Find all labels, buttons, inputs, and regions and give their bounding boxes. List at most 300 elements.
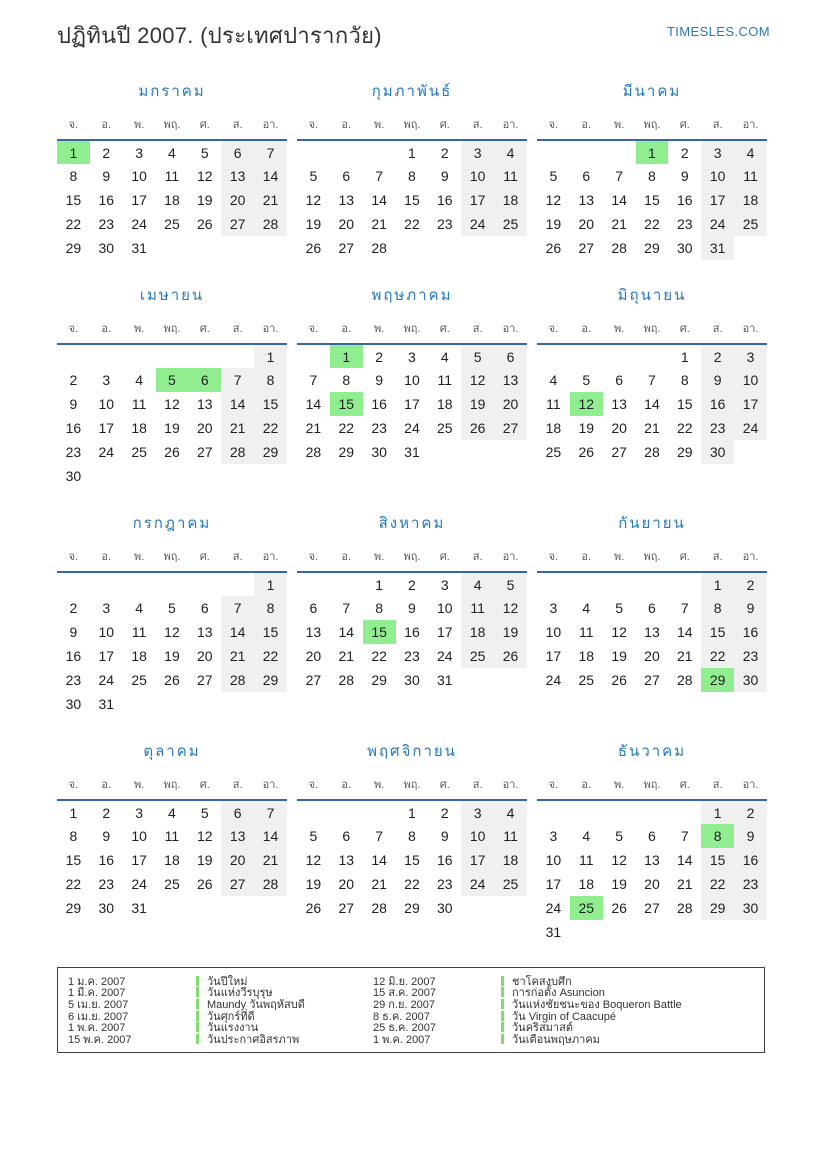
day-cell: 21: [677, 876, 693, 892]
day-cell: 23: [371, 420, 387, 436]
weekday-header: พฤ.: [643, 551, 661, 563]
day-cell: 1: [330, 344, 363, 368]
weekday-header: พฤ.: [403, 551, 421, 563]
day-cell: 20: [644, 648, 660, 664]
empty-cell: [428, 440, 461, 464]
day-cell: 2: [701, 344, 734, 368]
weekday-header: ศ.: [679, 779, 690, 791]
empty-cell: [156, 236, 189, 260]
weekday-header: อ.: [581, 551, 592, 563]
day-cell: 9: [701, 368, 734, 392]
legend-date: 15 พ.ค. 2007: [68, 1033, 132, 1046]
legend-date: 8 ธ.ค. 2007: [373, 1010, 430, 1023]
month-title: ธันวาคม: [617, 743, 687, 760]
empty-cell: [297, 344, 330, 368]
day-cell: 25: [131, 672, 147, 688]
day-cell: 24: [701, 212, 734, 236]
day-cell: 15: [330, 392, 363, 416]
day-cell: 28: [221, 668, 254, 692]
legend-label: วันคริสมาสต์: [512, 1022, 573, 1035]
day-cell: 17: [131, 192, 147, 208]
day-cell: 30: [65, 696, 82, 712]
day-cell: 31: [701, 236, 734, 260]
day-cell: 25: [734, 212, 767, 236]
day-cell: 27: [338, 240, 355, 256]
empty-cell: [123, 464, 156, 488]
empty-cell: [221, 896, 254, 920]
weekday-header: ส.: [232, 551, 243, 563]
day-cell: 5: [615, 828, 623, 844]
weekday-header: อ.: [101, 119, 112, 131]
day-cell: 18: [164, 192, 180, 208]
day-cell: 29: [677, 444, 693, 460]
holiday-tick-icon: [196, 976, 199, 986]
day-cell: 23: [404, 648, 420, 664]
day-cell: 16: [98, 852, 115, 868]
day-cell: 9: [680, 168, 689, 184]
weekday-header: พฤ.: [163, 119, 181, 131]
day-cell: 27: [338, 900, 355, 916]
weekday-header: ศ.: [199, 323, 210, 335]
weekday-header: อ.: [341, 551, 352, 563]
day-cell: 5: [168, 600, 176, 616]
month-table: [57, 771, 287, 920]
day-cell: 20: [197, 648, 213, 664]
empty-cell: [254, 896, 287, 920]
day-cell: 29: [644, 240, 660, 256]
day-cell: 19: [461, 392, 494, 416]
day-cell: 6: [221, 800, 254, 824]
empty-cell: [156, 572, 189, 596]
day-cell: 8: [375, 600, 383, 616]
weekday-header: อ.: [341, 323, 352, 335]
holiday-tick-icon: [196, 1022, 199, 1032]
empty-cell: [188, 344, 221, 368]
site-link[interactable]: TIMESLES.COM: [666, 24, 770, 39]
day-cell: 14: [254, 824, 287, 848]
empty-cell: [603, 920, 636, 944]
day-cell: 3: [135, 804, 143, 821]
empty-cell: [156, 896, 189, 920]
day-cell: 13: [494, 368, 527, 392]
day-cell: 27: [611, 444, 627, 460]
weekday-header: จ.: [308, 779, 319, 791]
weekday-header: อา.: [742, 779, 759, 791]
day-cell: 3: [549, 828, 558, 844]
empty-cell: [90, 344, 123, 368]
day-cell: 10: [437, 600, 453, 616]
legend-entry: [68, 1033, 363, 1045]
weekday-header: อ.: [101, 323, 112, 335]
weekday-header: อา.: [742, 551, 759, 563]
month-table: [57, 543, 287, 716]
holiday-tick-icon: [501, 1034, 504, 1044]
day-cell: 26: [494, 644, 527, 668]
day-cell: 25: [494, 872, 527, 896]
day-cell: 12: [305, 192, 322, 208]
empty-cell: [254, 236, 287, 260]
day-cell: 15: [65, 852, 82, 868]
day-cell: 3: [408, 348, 416, 365]
day-cell: 26: [611, 900, 627, 916]
day-cell: 22: [644, 216, 660, 232]
day-cell: 2: [680, 144, 689, 161]
day-cell: 13: [197, 624, 213, 640]
holiday-tick-icon: [501, 987, 504, 997]
empty-cell: [537, 140, 570, 164]
day-cell: 9: [734, 596, 767, 620]
day-cell: 28: [677, 672, 693, 688]
weekday-header: ส.: [712, 323, 723, 335]
weekday-header: ศ.: [439, 551, 450, 563]
month-calendar: [297, 511, 527, 692]
day-cell: 12: [494, 596, 527, 620]
weekday-header: ส.: [712, 119, 723, 131]
day-cell: 28: [254, 872, 287, 896]
legend-label: วันศุกร์ที่ดี: [207, 1010, 255, 1023]
day-cell: 24: [98, 444, 115, 460]
empty-cell: [297, 572, 330, 596]
day-cell: 9: [440, 168, 449, 184]
day-cell: 21: [221, 416, 254, 440]
weekday-header: อ.: [581, 779, 592, 791]
day-cell: 7: [221, 596, 254, 620]
month-table: [537, 771, 767, 944]
holiday-tick-icon: [501, 1022, 504, 1032]
day-cell: 4: [549, 372, 558, 388]
empty-cell: [188, 464, 221, 488]
day-cell: 4: [135, 372, 143, 388]
month-calendar: [537, 511, 767, 692]
day-cell: 26: [305, 240, 322, 256]
month-title: พฤษภาคม: [371, 287, 453, 304]
weekday-header: อา.: [262, 323, 279, 335]
day-cell: 31: [131, 900, 147, 916]
empty-cell: [494, 236, 527, 260]
day-cell: 12: [305, 852, 322, 868]
month-title: กรกฎาคม: [132, 515, 212, 532]
holiday-tick-icon: [196, 1011, 199, 1021]
day-cell: 29: [254, 668, 287, 692]
weekday-header: ส.: [232, 119, 243, 131]
empty-cell: [123, 692, 156, 716]
day-cell: 6: [648, 600, 656, 616]
page-title: ปฏิทินปี 2007. (ประเทศปารากวัย): [57, 23, 382, 48]
day-cell: 26: [461, 416, 494, 440]
empty-cell: [330, 800, 363, 824]
empty-cell: [156, 344, 189, 368]
day-cell: 18: [437, 396, 453, 412]
empty-cell: [90, 464, 123, 488]
day-cell: 2: [734, 572, 767, 596]
day-cell: 27: [197, 444, 213, 460]
weekday-header: พ.: [613, 119, 625, 131]
empty-cell: [570, 344, 603, 368]
empty-cell: [734, 236, 767, 260]
empty-cell: [537, 572, 570, 596]
day-cell: 18: [734, 188, 767, 212]
weekday-header: พ.: [373, 551, 385, 563]
day-cell: 31: [545, 924, 562, 940]
day-cell: 21: [611, 216, 627, 232]
holiday-tick-icon: [196, 1034, 199, 1044]
day-cell: 3: [440, 576, 449, 593]
day-cell: 28: [644, 444, 660, 460]
day-cell: 17: [701, 188, 734, 212]
day-cell: 19: [197, 192, 213, 208]
day-cell: 28: [371, 900, 387, 916]
day-cell: 30: [371, 444, 387, 460]
holiday-tick-icon: [501, 1011, 504, 1021]
weekday-header: ศ.: [679, 323, 690, 335]
day-cell: 15: [404, 852, 420, 868]
day-cell: 30: [437, 900, 453, 916]
weekday-header: พ.: [133, 119, 145, 131]
day-cell: 21: [371, 216, 387, 232]
day-cell: 21: [305, 420, 322, 436]
day-cell: 30: [734, 668, 767, 692]
day-cell: 27: [305, 672, 322, 688]
day-cell: 2: [734, 800, 767, 824]
day-cell: 19: [545, 216, 562, 232]
day-cell: 11: [131, 396, 147, 412]
day-cell: 22: [65, 216, 82, 232]
day-cell: 31: [131, 240, 147, 256]
day-cell: 7: [254, 800, 287, 824]
month-table: [57, 315, 287, 488]
empty-cell: [330, 140, 363, 164]
weekday-header: พฤ.: [163, 551, 181, 563]
weekday-header: พ.: [373, 119, 385, 131]
day-cell: 7: [680, 828, 689, 844]
day-cell: 17: [131, 852, 147, 868]
day-cell: 3: [734, 344, 767, 368]
day-cell: 30: [65, 468, 82, 484]
day-cell: 20: [221, 188, 254, 212]
day-cell: 19: [197, 852, 213, 868]
day-cell: 14: [221, 620, 254, 644]
weekday-header: พ.: [613, 323, 625, 335]
day-cell: 1: [254, 572, 287, 596]
day-cell: 25: [570, 896, 603, 920]
day-cell: 28: [611, 240, 627, 256]
empty-cell: [90, 572, 123, 596]
day-cell: 31: [404, 444, 420, 460]
month-table: [297, 315, 527, 464]
day-cell: 21: [254, 848, 287, 872]
weekday-header: พฤ.: [403, 779, 421, 791]
day-cell: 21: [221, 644, 254, 668]
day-cell: 8: [408, 168, 416, 184]
day-cell: 12: [570, 392, 603, 416]
weekday-header: ส.: [472, 323, 483, 335]
day-cell: 28: [254, 212, 287, 236]
day-cell: 23: [437, 876, 453, 892]
day-cell: 15: [701, 848, 734, 872]
day-cell: 24: [545, 672, 562, 688]
month-title: เมษายน: [139, 287, 205, 304]
day-cell: 8: [254, 368, 287, 392]
day-cell: 20: [197, 420, 213, 436]
empty-cell: [461, 440, 494, 464]
page-header: [57, 18, 770, 53]
empty-cell: [636, 344, 669, 368]
day-cell: 2: [102, 804, 111, 821]
day-cell: 30: [98, 900, 115, 916]
empty-cell: [461, 668, 494, 692]
day-cell: 13: [197, 396, 213, 412]
day-cell: 25: [578, 672, 595, 688]
legend-label: วันแรงงาน: [207, 1022, 259, 1035]
day-cell: 5: [582, 372, 591, 388]
day-cell: 2: [69, 372, 78, 388]
day-cell: 29: [338, 444, 355, 460]
empty-cell: [734, 920, 767, 944]
day-cell: 10: [98, 396, 115, 412]
day-cell: 3: [549, 600, 558, 616]
weekday-header: ส.: [472, 551, 483, 563]
day-cell: 22: [404, 216, 420, 232]
day-cell: 3: [102, 600, 111, 616]
day-cell: 10: [98, 624, 115, 640]
day-cell: 22: [338, 420, 355, 436]
day-cell: 6: [648, 828, 656, 844]
weekday-header: อา.: [502, 119, 519, 131]
empty-cell: [188, 572, 221, 596]
month-calendar: [57, 283, 287, 488]
day-cell: 13: [644, 852, 660, 868]
day-cell: 9: [375, 372, 383, 388]
empty-cell: [701, 920, 734, 944]
day-cell: 17: [461, 848, 494, 872]
day-cell: 1: [254, 344, 287, 368]
day-cell: 10: [545, 852, 562, 868]
day-cell: 26: [611, 672, 627, 688]
day-cell: 26: [197, 876, 213, 892]
weekday-header: พ.: [133, 323, 145, 335]
months-grid: [57, 79, 770, 944]
day-cell: 29: [404, 900, 420, 916]
day-cell: 19: [164, 420, 180, 436]
day-cell: 29: [371, 672, 387, 688]
day-cell: 19: [305, 876, 322, 892]
day-cell: 10: [734, 368, 767, 392]
day-cell: 25: [164, 216, 180, 232]
day-cell: 24: [437, 648, 453, 664]
day-cell: 25: [164, 876, 180, 892]
day-cell: 22: [65, 876, 82, 892]
day-cell: 15: [701, 620, 734, 644]
holiday-tick-icon: [501, 976, 504, 986]
day-cell: 3: [102, 372, 111, 388]
day-cell: 5: [615, 600, 623, 616]
weekday-header: ส.: [472, 119, 483, 131]
day-cell: 22: [404, 876, 420, 892]
day-cell: 6: [494, 344, 527, 368]
day-cell: 6: [221, 140, 254, 164]
day-cell: 23: [677, 216, 693, 232]
weekday-header: จ.: [548, 551, 559, 563]
legend-date: 1 ม.ค. 2007: [68, 975, 126, 988]
day-cell: 16: [734, 620, 767, 644]
day-cell: 1: [701, 800, 734, 824]
day-cell: 13: [578, 192, 595, 208]
empty-cell: [734, 440, 767, 464]
weekday-header: ศ.: [439, 119, 450, 131]
weekday-header: จ.: [308, 551, 319, 563]
legend-label: วันแห่งชัยชนะของ Boqueron Battle: [512, 998, 682, 1011]
weekday-header: อ.: [101, 779, 112, 791]
day-cell: 27: [221, 872, 254, 896]
day-cell: 16: [701, 392, 734, 416]
day-cell: 4: [168, 144, 176, 161]
legend-date: 12 มิ.ย. 2007: [373, 975, 436, 988]
day-cell: 5: [200, 144, 209, 161]
day-cell: 25: [461, 644, 494, 668]
day-cell: 26: [164, 672, 180, 688]
weekday-header: จ.: [68, 779, 79, 791]
day-cell: 18: [131, 420, 147, 436]
month-title: กุมภาพันธ์: [371, 83, 453, 100]
empty-cell: [636, 800, 669, 824]
day-cell: 15: [254, 392, 287, 416]
day-cell: 16: [437, 192, 453, 208]
weekday-header: อ.: [581, 119, 592, 131]
empty-cell: [221, 344, 254, 368]
day-cell: 15: [404, 192, 420, 208]
empty-cell: [668, 800, 701, 824]
empty-cell: [603, 572, 636, 596]
day-cell: 28: [221, 440, 254, 464]
day-cell: 31: [437, 672, 453, 688]
day-cell: 8: [680, 372, 689, 388]
day-cell: 22: [677, 420, 693, 436]
day-cell: 5: [309, 168, 318, 184]
day-cell: 15: [644, 192, 660, 208]
day-cell: 9: [69, 624, 78, 640]
day-cell: 25: [545, 444, 562, 460]
day-cell: 28: [371, 240, 387, 256]
weekday-header: จ.: [548, 779, 559, 791]
day-cell: 7: [375, 828, 383, 844]
day-cell: 27: [197, 672, 213, 688]
day-cell: 14: [221, 392, 254, 416]
day-cell: 7: [309, 372, 318, 388]
day-cell: 21: [644, 420, 660, 436]
day-cell: 9: [408, 600, 416, 616]
weekday-header: อา.: [742, 119, 759, 131]
day-cell: 6: [582, 168, 591, 184]
day-cell: 4: [582, 600, 591, 616]
day-cell: 23: [65, 672, 82, 688]
empty-cell: [188, 236, 221, 260]
legend-column: [68, 975, 363, 1045]
month-table: [297, 111, 527, 260]
day-cell: 29: [65, 900, 82, 916]
empty-cell: [363, 140, 396, 164]
empty-cell: [297, 800, 330, 824]
day-cell: 4: [734, 140, 767, 164]
day-cell: 28: [677, 900, 693, 916]
weekday-header: ศ.: [679, 551, 690, 563]
day-cell: 17: [545, 648, 562, 664]
day-cell: 19: [164, 648, 180, 664]
month-title: สิงหาคม: [378, 515, 446, 532]
day-cell: 8: [69, 828, 78, 844]
day-cell: 5: [461, 344, 494, 368]
day-cell: 31: [98, 696, 115, 712]
day-cell: 18: [545, 420, 562, 436]
